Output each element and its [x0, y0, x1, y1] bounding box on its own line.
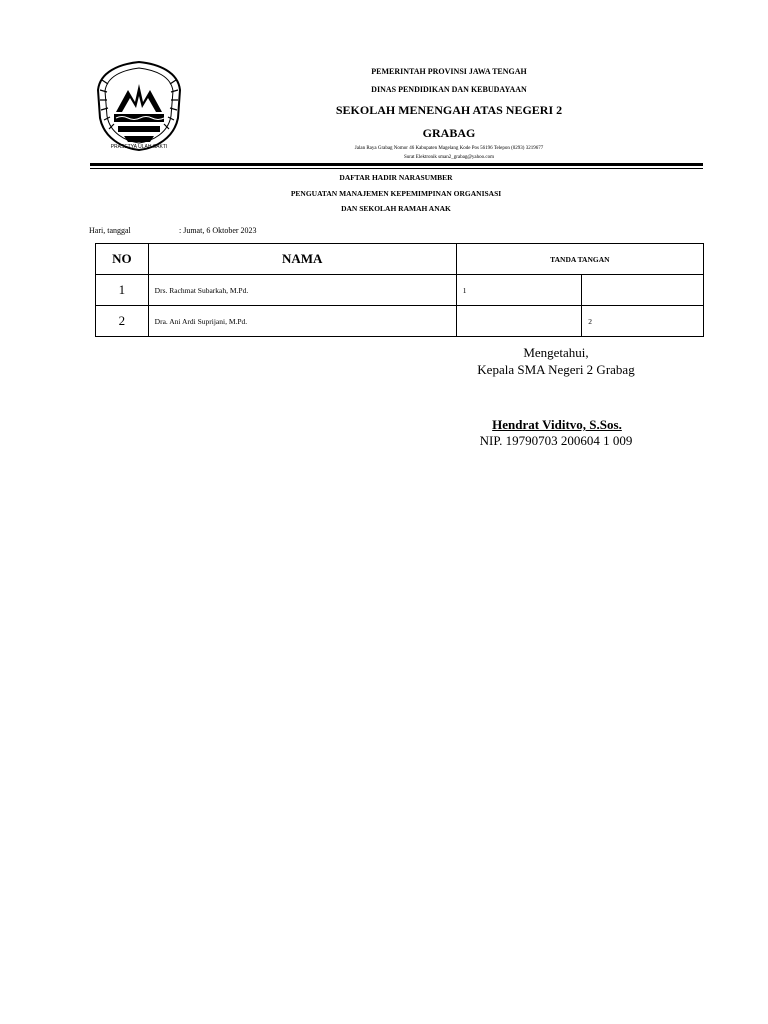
doc-subtitle-2: DAN SEKOLAH RAMAH ANAK	[341, 204, 451, 213]
row-number: 1	[96, 275, 149, 306]
table-row	[96, 275, 704, 306]
row-signature-right	[582, 275, 704, 306]
letterhead-city: GRABAG	[422, 126, 476, 140]
signature-nip: NIP. 19790703 200604 1 009	[479, 433, 633, 448]
date-value: : Jumat, 6 Oktober 2023	[179, 226, 257, 235]
letterhead-rule-thick	[90, 163, 703, 166]
letterhead-school: SEKOLAH MENENGAH ATAS NEGERI 2	[335, 103, 563, 117]
row-signature-right: 2	[582, 306, 704, 337]
svg-text:PRASETYA ULAH SAKTI: PRASETYA ULAH SAKTI	[110, 144, 168, 150]
doc-title: DAFTAR HADIR NARASUMBER	[339, 173, 453, 182]
date-label: Hari, tanggal	[89, 226, 131, 235]
signature-position: Kepala SMA Negeri 2 Grabag	[477, 362, 635, 377]
row-number: 2	[96, 306, 149, 337]
row-name: Dra. Ani Ardi Suprijani, M.Pd.	[148, 306, 456, 337]
row-signature-left	[456, 306, 582, 337]
row-name: Drs. Rachmat Subarkah, M.Pd.	[148, 275, 456, 306]
table-row	[96, 306, 704, 337]
letterhead-email: Surat Elektronik sman2_grabag@yahoo.com	[404, 155, 494, 160]
letterhead-department: DINAS PENDIDIKAN DAN KEBUDAYAAN	[371, 85, 527, 94]
table-header-row	[96, 244, 704, 275]
header-no: NO	[96, 244, 149, 275]
letterhead-address: Jalan Raya Grabag Nomor 46 Kabupaten Magelang Kode Pos 56196 Telepon (0293) 3219677	[354, 146, 544, 151]
province-emblem-logo	[94, 60, 184, 152]
letterhead-government: PEMERINTAH PROVINSI JAWA TENGAH	[371, 67, 527, 76]
signature-acknowledged: Mengetahui,	[523, 345, 589, 360]
letterhead-rule-thin	[90, 168, 703, 169]
doc-subtitle-1: PENGUATAN MANAJEMEN KEPEMIMPINAN ORGANISASI	[290, 189, 502, 198]
header-nama: NAMA	[148, 244, 456, 275]
attendance-table	[95, 243, 704, 337]
header-tanda-tangan: TANDA TANGAN	[456, 244, 703, 275]
row-signature-left: 1	[456, 275, 582, 306]
signature-name: Hendrat Viditvo, S.Sos.	[492, 417, 622, 432]
